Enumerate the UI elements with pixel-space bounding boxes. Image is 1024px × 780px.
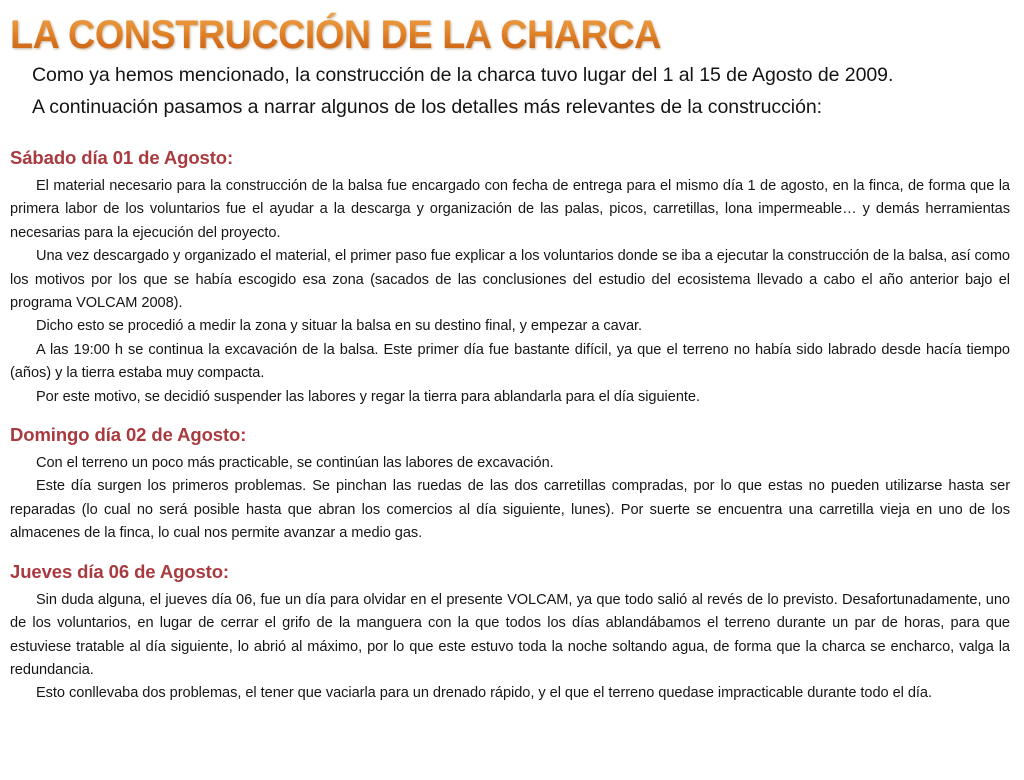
section-0-paragraph-4: Por este motivo, se decidió suspender las labores y regar la tierra para ablandarla para el día siguiente.: [36, 388, 700, 405]
intro-paragraph-1: Como ya hemos mencionado, la construcción de la charca tuvo lugar del 1 al 15 de Agosto de 2009.: [32, 64, 894, 86]
spacer: [8, 120, 1016, 146]
section-heading-domingo-02: Domingo día 02 de Agosto:: [10, 424, 247, 446]
spacer: [8, 546, 1016, 560]
section-2-paragraph-0: Sin duda alguna, el jueves día 06, fue un día para olvidar en el presente VOLCAM, ya que todo salió al revés de lo previsto. Desafortunadamente, uno de los voluntarios, en lugar de cerrar el grifo de la manguera con la que todos los días ablandábamos el terreno durante un par de horas, para que estuviese tratable al día siguiente, lo abrió al máximo, por lo que este estuvo toda la noche soltando agua, de forma que la charca se encharco, valga la redundancia.: [10, 591, 1010, 678]
section-2-paragraph-1: Esto conllevaba dos problemas, el tener que vaciarla para un drenado rápido, y el que el terreno quedase impracticable durante todo el día.: [36, 685, 933, 702]
section-0-paragraph-2: Dicho esto se procedió a medir la zona y situar la balsa en su destino final, y empezar a cavar.: [36, 318, 643, 335]
section-heading-sabado-01: Sábado día 01 de Agosto:: [10, 147, 234, 168]
section-0-paragraph-1: Una vez descargado y organizado el material, el primer paso fue explicar a los voluntarios donde se iba a ejecutar la construcción de la balsa, así como los motivos por los que se había escogido esa zona (sacados de las conclusiones del estudio del ecosistema llevado a cabo el año anterior bajo el programa VOLCAM 2008).: [10, 248, 1010, 312]
section-heading-jueves-06: Jueves día 06 de Agosto:: [10, 560, 229, 582]
section-0-paragraph-0: El material necesario para la construcción de la balsa fue encargado con fecha de entrega para el mismo día 1 de agosto, en la finca, de forma que la primera labor de los voluntarios fue el ayudar a la descarga y organización de las palas, picos, carretillas, lona impermeable… y demás herramientas necesarias para la ejecución del proyecto.: [10, 178, 1010, 241]
intro-paragraph-2: A continuación pasamos a narrar algunos de los detalles más relevantes de la construcción:: [32, 96, 823, 118]
slide-root: [0, 12, 1024, 780]
spacer: [8, 409, 1016, 423]
section-1-paragraph-0: Con el terreno un poco más practicable, se continúan las labores de excavación.: [36, 455, 554, 472]
section-1-paragraph-1: Este día surgen los primeros problemas. Se pinchan las ruedas de las dos carretillas compradas, por lo que estas no pueden utilizarse hasta ser reparadas (lo cual no será posible hasta que abran los comercios al día siguiente, lunes). Por suerte se encuentra una carretilla vieja en uno de los almacenes de la finca, lo cual nos permite avanzar a medio gas.: [10, 478, 1010, 542]
section-0-paragraph-3: A las 19:00 h se continua la excavación de la balsa. Este primer día fue bastante difícil, ya que el terreno no había sido labrado desde hacía tiempo (años) y la tierra estaba muy compacta.: [10, 341, 1010, 382]
page-title: LA CONSTRUCCIÓN DE LA CHARCA: [10, 12, 956, 58]
